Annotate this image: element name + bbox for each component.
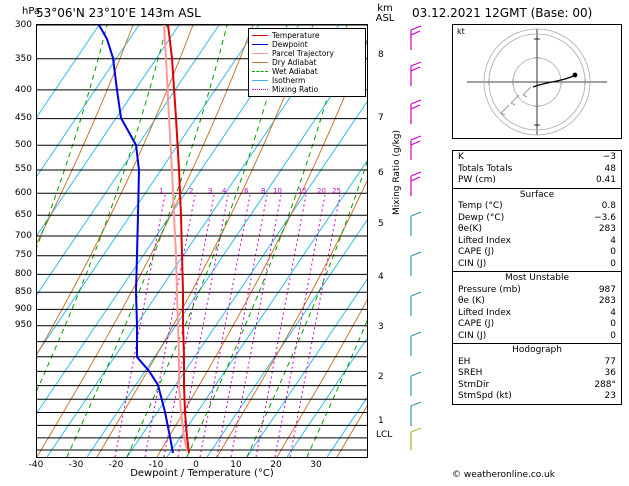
row-label: CIN (J) xyxy=(458,330,487,341)
svg-text:25: 25 xyxy=(332,187,341,195)
datetime-label: 03.12.2021 12GMT (Base: 00) xyxy=(412,6,593,20)
lcl-label: LCL xyxy=(376,430,393,440)
legend-swatch-wet-adiabat xyxy=(252,71,268,72)
svg-text:20: 20 xyxy=(317,187,326,195)
wind-barb-upper xyxy=(411,26,421,196)
row-label: Temp (°C) xyxy=(458,201,503,211)
legend-item-temperature xyxy=(252,31,362,40)
svg-text:2: 2 xyxy=(189,187,194,195)
y-tick-350: 350 xyxy=(14,54,32,64)
km-tick-3: 3 xyxy=(378,322,384,332)
row-label: StmDir xyxy=(458,379,490,390)
section-title-most-unstable: Most Unstable xyxy=(504,273,570,283)
table-row xyxy=(453,164,621,176)
table-row xyxy=(453,391,621,403)
hodograph-unit-label: kt xyxy=(457,27,465,36)
legend-item-isotherm xyxy=(252,76,362,85)
hodograph-trace xyxy=(533,75,575,87)
svg-text:1: 1 xyxy=(159,187,164,195)
row-value: 987 xyxy=(598,284,616,295)
km-tick-5: 5 xyxy=(378,219,384,229)
indices-section-hodograph xyxy=(453,344,621,404)
y-tick-500: 500 xyxy=(14,140,32,150)
x-tick-10: 10 xyxy=(230,460,242,470)
legend-item-parcel xyxy=(252,49,362,58)
section-title-hodograph: Hodograph xyxy=(512,345,562,355)
y-tick-300: 300 xyxy=(14,20,32,30)
row-value: 0 xyxy=(610,258,616,269)
svg-text:8: 8 xyxy=(261,187,266,195)
legend-swatch-dry-adiabat xyxy=(252,62,268,63)
wind-barb-lower xyxy=(411,428,421,450)
table-row xyxy=(453,319,621,331)
x-tick-m40: -40 xyxy=(28,460,44,470)
legend-label-temperature: Temperature xyxy=(272,31,320,40)
legend-label-dewpoint: Dewpoint xyxy=(272,40,308,49)
table-row xyxy=(453,357,621,369)
legend-label-isotherm: Isotherm xyxy=(272,76,306,85)
legend-item-mixing-ratio xyxy=(252,85,362,94)
indices-section-surface xyxy=(453,189,621,273)
row-label: CAPE (J) xyxy=(458,319,495,329)
y-tick-450: 450 xyxy=(14,113,32,123)
row-value: 0 xyxy=(610,247,616,257)
table-row xyxy=(453,308,621,320)
y-tick-800: 800 xyxy=(14,269,32,279)
x-tick-30: 30 xyxy=(310,460,322,470)
y-tick-850: 850 xyxy=(14,287,32,297)
table-row xyxy=(453,201,621,213)
row-value: 0.8 xyxy=(601,201,616,211)
legend-label-dry-adiabat: Dry Adiabat xyxy=(272,58,317,67)
legend-swatch-dewpoint xyxy=(252,44,268,45)
row-label: PW (cm) xyxy=(458,175,496,185)
table-row xyxy=(453,259,621,271)
y-tick-550: 550 xyxy=(14,164,32,174)
section-title-surface: Surface xyxy=(519,189,555,200)
wind-barb-mid xyxy=(411,212,421,426)
table-row xyxy=(453,285,621,297)
row-value: −3 xyxy=(602,152,616,162)
table-row xyxy=(453,236,621,248)
legend-item-wet-adiabat xyxy=(252,67,362,76)
row-label: K xyxy=(458,152,464,162)
svg-text:6: 6 xyxy=(244,187,249,195)
indices-section-most-unstable xyxy=(453,272,621,344)
y-tick-600: 600 xyxy=(14,188,32,198)
svg-text:10: 10 xyxy=(273,187,282,195)
x-tick-0: 0 xyxy=(193,460,199,470)
svg-text:15: 15 xyxy=(298,187,307,195)
x-tick-20: 20 xyxy=(270,460,282,470)
row-value: 0 xyxy=(610,330,616,341)
row-label: CIN (J) xyxy=(458,258,487,269)
legend-swatch-isotherm xyxy=(252,80,268,81)
row-value: 4 xyxy=(610,235,616,246)
km-tick-8: 8 xyxy=(378,50,384,60)
row-value: 4 xyxy=(610,307,616,318)
row-label: Dewp (°C) xyxy=(458,212,505,223)
svg-text:3: 3 xyxy=(208,187,213,195)
table-row xyxy=(453,296,621,308)
pressure-unit-label: hPa xyxy=(22,6,41,17)
svg-text:4: 4 xyxy=(222,187,227,195)
table-row xyxy=(453,213,621,225)
km-tick-1: 1 xyxy=(378,416,384,426)
y-tick-900: 900 xyxy=(14,304,32,314)
row-value: 36 xyxy=(604,368,616,378)
row-label: θe(K) xyxy=(458,224,482,234)
row-label: Totals Totals xyxy=(458,163,513,174)
legend-label-parcel: Parcel Trajectory xyxy=(272,49,334,58)
row-value: 283 xyxy=(598,296,616,306)
km-tick-6: 6 xyxy=(378,168,384,178)
table-row xyxy=(453,380,621,392)
x-tick-m10: -10 xyxy=(148,460,164,470)
km-tick-4: 4 xyxy=(378,272,384,282)
row-label: StmSpd (kt) xyxy=(458,391,512,401)
hodograph-svg xyxy=(453,25,621,138)
row-value: 0 xyxy=(610,319,616,329)
km-tick-7: 7 xyxy=(378,113,384,123)
row-label: Lifted Index xyxy=(458,235,511,246)
row-value: 288° xyxy=(594,379,616,390)
y-tick-750: 750 xyxy=(14,250,32,260)
row-value: 77 xyxy=(604,356,616,367)
y-tick-700: 700 xyxy=(14,231,32,241)
row-label: Lifted Index xyxy=(458,307,511,318)
y-tick-400: 400 xyxy=(14,85,32,95)
legend-item-dry-adiabat xyxy=(252,58,362,67)
x-tick-m20: -20 xyxy=(108,460,124,470)
row-label: CAPE (J) xyxy=(458,247,495,257)
x-axis-title: Dewpoint / Temperature (°C) xyxy=(130,468,274,479)
legend-swatch-mixing-ratio xyxy=(252,89,268,90)
row-value: 48 xyxy=(604,163,616,174)
hodograph-wind-barbs xyxy=(501,87,531,115)
hodograph-storm-motion-marker xyxy=(573,73,578,78)
table-row xyxy=(453,247,621,259)
table-row xyxy=(453,152,621,164)
row-label: SREH xyxy=(458,368,483,378)
legend xyxy=(248,28,366,97)
copyright-credit: © weatheronline.co.uk xyxy=(452,470,555,480)
legend-label-mixing-ratio: Mixing Ratio xyxy=(272,85,319,94)
mixing-ratio-axis-title: Mixing Ratio (g/kg) xyxy=(392,129,402,215)
altitude-unit-label: km xyxy=(377,3,393,14)
indices-table xyxy=(452,150,622,405)
row-label: Pressure (mb) xyxy=(458,284,521,295)
row-value: 23 xyxy=(604,391,616,401)
legend-item-dewpoint xyxy=(252,40,362,49)
indices-section-summary xyxy=(453,151,621,189)
y-tick-650: 650 xyxy=(14,210,32,220)
km-tick-2: 2 xyxy=(378,372,384,382)
altitude-axis-label xyxy=(372,4,398,24)
y-tick-950: 950 xyxy=(14,320,32,330)
row-value: 0.41 xyxy=(595,175,616,185)
station-title: 53°06'N 23°10'E 143m ASL xyxy=(36,6,201,20)
table-row xyxy=(453,368,621,380)
row-label: θe (K) xyxy=(458,296,485,306)
table-row xyxy=(453,331,621,343)
row-value: −3.6 xyxy=(594,212,616,223)
legend-label-wet-adiabat: Wet Adiabat xyxy=(272,67,318,76)
table-row xyxy=(453,175,621,187)
table-row xyxy=(453,224,621,236)
x-tick-m30: -30 xyxy=(68,460,84,470)
wind-barb-column xyxy=(398,24,424,458)
row-label: EH xyxy=(458,356,471,367)
legend-swatch-temperature xyxy=(252,35,268,36)
hodograph-panel xyxy=(452,24,622,139)
altitude-asl-label: ASL xyxy=(375,13,395,24)
row-value: 283 xyxy=(598,224,616,234)
legend-swatch-parcel xyxy=(252,53,268,54)
